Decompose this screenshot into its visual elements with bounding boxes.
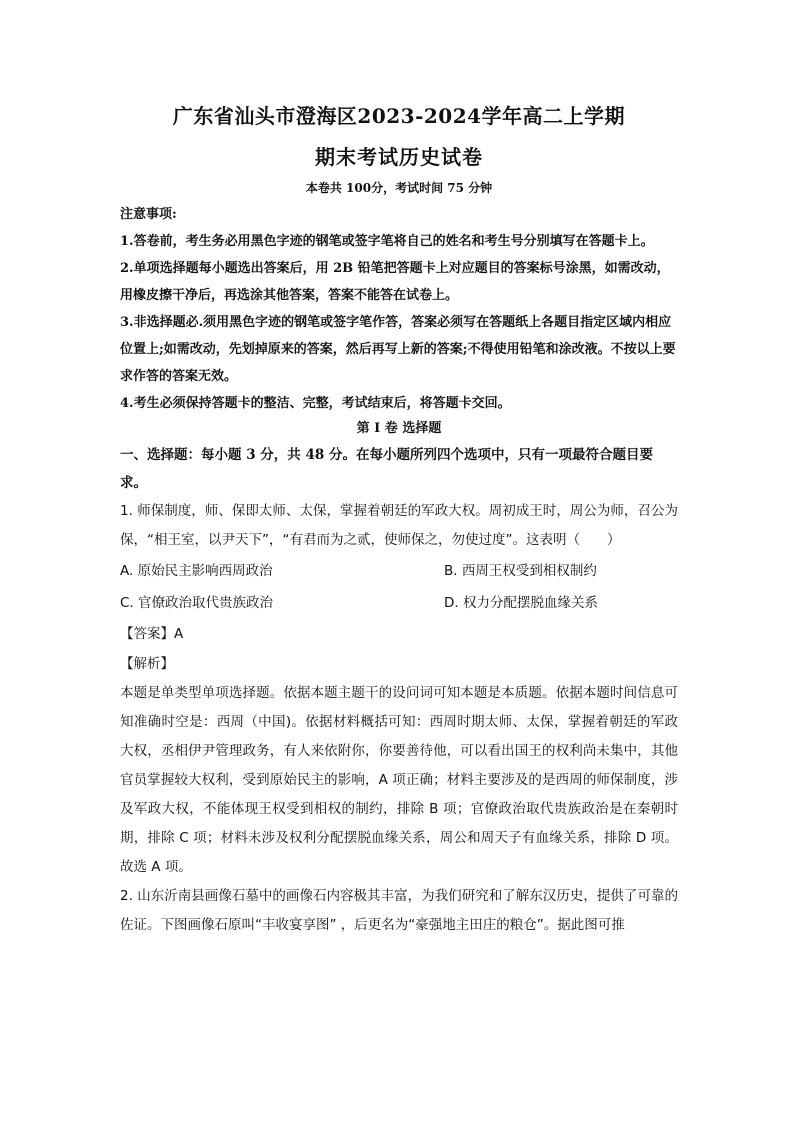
question-1-stem: 1. 师保制度，师、保即太师、太保，掌握着朝廷的军政大权。周初成王时，周公为师，召公为保，“相王室，以尹天下”，“有君而为之贰，使师保之，勿使过度”。这表明（ ） [120, 503, 678, 548]
option-a: A. 原始民主影响西周政治 [120, 563, 273, 579]
option-c: C. 官僚政治取代贵族政治 [120, 595, 274, 611]
section-title: 第 I 卷 选择题 [356, 421, 442, 436]
exam-info: 本卷共 100分，考试时间 75 分钟 [305, 181, 493, 195]
notice-heading: 注意事项: [120, 207, 177, 222]
notice-item-3: 3.非选择题必.须用黑色字迹的钢笔或签字笔作答，答案必须写在答题纸上各题目指定区域内相应位置上;如需改动，先划掉原来的答案，然后再写上新的答案;不得使用铅笔和涂改液。不按以上要求作答的答案无效。 [120, 315, 676, 384]
analysis-text: 本题是单类型单项选择题。依据本题主题干的设问词可知本题是本质题。依据本题时间信息可知准确时空是：西周（中国)。依据材料概括可知：西周时期太师、太保，掌握着朝廷的军政大权，丞相伊尹管理政务，有人来依附你，你要善待他，可以看出国王的权利尚未集中，其他官员掌握较大权利，受到原始民主的影响，A 项正确；材料主要涉及的是西周的师保制度，涉及军政大权，不能体现王权受到相权的制约，排除 B 项；官僚政治取代贵族政治是在秦朝时期，排除 C 项；材料未涉及权利分配摆脱血缘关系，周公和周天子有血缘关系，排除 D 项。故选 A 项。 [120, 685, 678, 875]
notice-item-4: 4.考生必须保持答题卡的整洁、完整，考试结束后，将答题卡交回。 [120, 396, 511, 411]
exam-title-line2: 期末考试历史试卷 [315, 145, 483, 169]
option-b: B. 西周王权受到相权制约 [444, 563, 597, 579]
exam-title-line1: 广东省汕头市澄海区2023-2024学年高二上学期 [172, 104, 626, 128]
option-d: D. 权力分配摆脱血缘关系 [444, 595, 598, 611]
notice-item-2: 2.单项选择题每小题选出答案后，用 2B 铅笔把答题卡上对应题目的答案标号涂黑，如需改动，用橡皮擦干净后，再选涂其他答案，答案不能答在试卷上。 [120, 261, 670, 303]
question-1-options [120, 555, 678, 619]
question-2-stem: 2. 山东沂南县画像石墓中的画像石内容极其丰富，为我们研究和了解东汉历史，提供了可靠的佐证。下图画像石原叫“丰收宴享图” ，后更名为“豪强地主田庄的粮仓”。据此图可推 [120, 888, 678, 933]
page-content [120, 100, 678, 940]
answer-label: 【答案】A [120, 626, 184, 642]
analysis-label: 【解析】 [120, 656, 174, 672]
notice-item-1: 1.答卷前，考生务必用黑色字迹的钢笔或签字笔将自己的姓名和考生号分别填写在答题卡上。 [120, 234, 654, 249]
part-title: 一、选择题：每小题 3 分，共 48 分。在每小题所列四个选项中，只有一项最符合题目要求。 [120, 447, 653, 491]
